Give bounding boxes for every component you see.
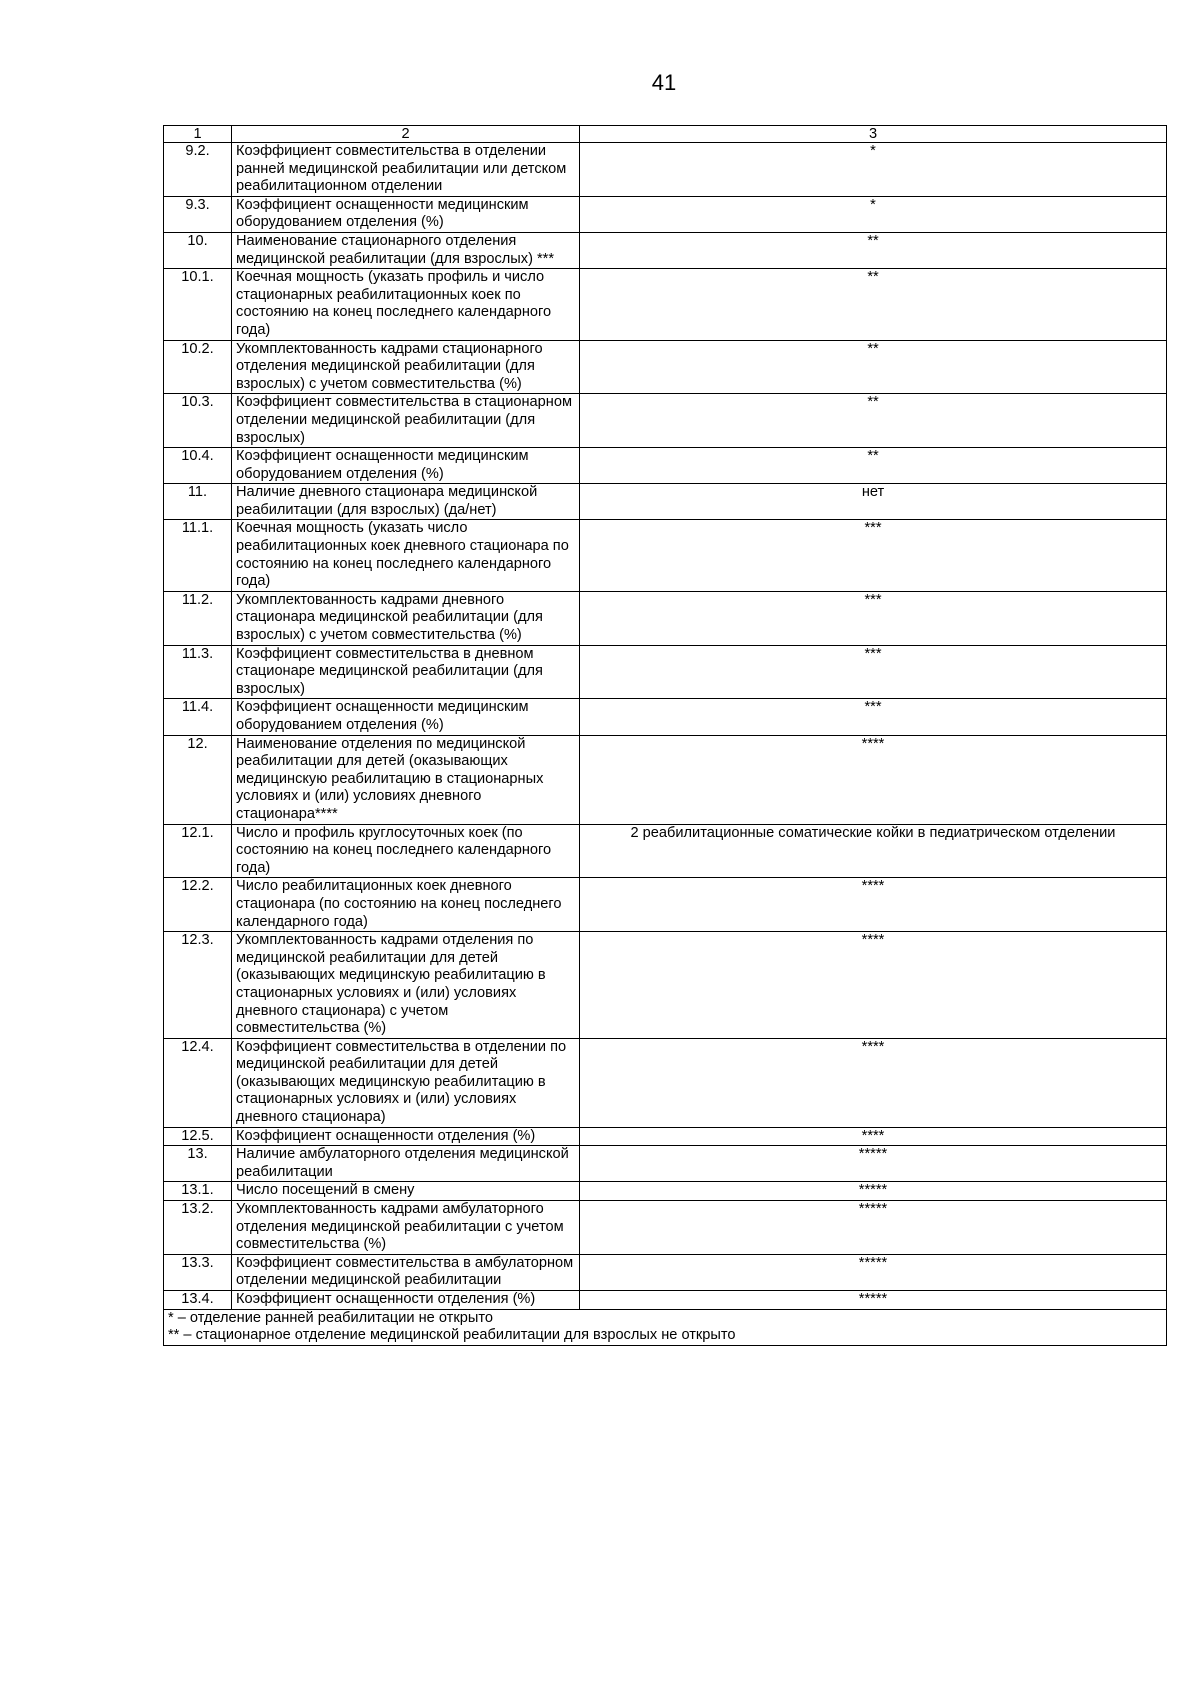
page-number: 41 (651, 70, 677, 95)
row-number: 12.3. (164, 932, 232, 1039)
table-row (164, 484, 1167, 520)
table-row (164, 1182, 1167, 1201)
row-number: 11.1. (164, 520, 232, 591)
table-row (164, 143, 1167, 197)
row-indicator: Коэффициент оснащенности медицинским оборудованием отделения (%) (232, 448, 580, 484)
row-number: 10.1. (164, 269, 232, 340)
row-indicator: Коэффициент оснащенности медицинским оборудованием отделения (%) (232, 196, 580, 232)
row-number: 12.4. (164, 1038, 232, 1127)
row-value: ***** (580, 1254, 1167, 1290)
table-row (164, 448, 1167, 484)
row-number: 11.3. (164, 645, 232, 699)
indicators-table (163, 125, 1167, 1346)
row-indicator: Число и профиль круглосуточных коек (по состоянию на конец последнего календарного года) (232, 824, 580, 878)
table-row (164, 645, 1167, 699)
row-number: 13.2. (164, 1201, 232, 1255)
row-number: 10.4. (164, 448, 232, 484)
table-row (164, 1254, 1167, 1290)
row-value: ***** (580, 1201, 1167, 1255)
row-value: * (580, 143, 1167, 197)
table-row (164, 735, 1167, 824)
row-value: **** (580, 735, 1167, 824)
row-number: 13.1. (164, 1182, 232, 1201)
row-indicator: Число посещений в смену (232, 1182, 580, 1201)
row-number: 10.2. (164, 340, 232, 394)
row-value: **** (580, 932, 1167, 1039)
row-value: ** (580, 448, 1167, 484)
footnotes (164, 1309, 1167, 1345)
row-value: **** (580, 1038, 1167, 1127)
table-row (164, 1127, 1167, 1146)
row-value: *** (580, 520, 1167, 591)
row-number: 11. (164, 484, 232, 520)
row-value: ***** (580, 1182, 1167, 1201)
row-value: ** (580, 269, 1167, 340)
row-indicator: Укомплектованность кадрами отделения по медицинской реабилитации для детей (оказывающих медицинскую реабилитацию в стационарных условиях и (или) условиях дневного стационара) с учетом совместительства (%) (232, 932, 580, 1039)
table-row (164, 1201, 1167, 1255)
row-indicator: Укомплектованность кадрами стационарного отделения медицинской реабилитации (для взрослых) с учетом совместительства (%) (232, 340, 580, 394)
row-indicator: Наличие дневного стационара медицинской реабилитации (для взрослых) (да/нет) (232, 484, 580, 520)
header-cell-3: 3 (580, 126, 1167, 143)
row-value: **** (580, 878, 1167, 932)
footnotes-row (164, 1309, 1167, 1345)
row-number: 9.2. (164, 143, 232, 197)
row-number: 10. (164, 232, 232, 268)
row-value: ***** (580, 1291, 1167, 1310)
table-row (164, 932, 1167, 1039)
row-value: **** (580, 1127, 1167, 1146)
row-value: * (580, 196, 1167, 232)
row-indicator: Коэффициент совместительства в амбулаторном отделении медицинской реабилитации (232, 1254, 580, 1290)
row-value: ***** (580, 1146, 1167, 1182)
table-row (164, 340, 1167, 394)
table-row (164, 232, 1167, 268)
table-row (164, 1038, 1167, 1127)
row-indicator: Коэффициент совместительства в отделении ранней медицинской реабилитации или детском реабилитационном отделении (232, 143, 580, 197)
row-number: 12. (164, 735, 232, 824)
row-indicator: Коэффициент оснащенности отделения (%) (232, 1127, 580, 1146)
table-row (164, 394, 1167, 448)
row-indicator: Коэффициент оснащенности отделения (%) (232, 1291, 580, 1310)
row-number: 12.5. (164, 1127, 232, 1146)
row-number: 13.4. (164, 1291, 232, 1310)
footnote: ** – стационарное отделение медицинской реабилитации для взрослых не открыто (168, 1327, 736, 1344)
row-indicator: Наименование отделения по медицинской реабилитации для детей (оказывающих медицинскую реабилитацию в стационарных условиях и (или) условиях дневного стационара**** (232, 735, 580, 824)
footnote: * – отделение ранней реабилитации не открыто (168, 1309, 493, 1326)
row-value: нет (580, 484, 1167, 520)
table-row (164, 520, 1167, 591)
table-row (164, 824, 1167, 878)
row-indicator: Коечная мощность (указать число реабилитационных коек дневного стационара по состоянию на конец последнего календарного года) (232, 520, 580, 591)
row-indicator: Коэффициент совместительства в дневном стационаре медицинской реабилитации (для взрослых) (232, 645, 580, 699)
row-number: 9.3. (164, 196, 232, 232)
table-row (164, 1146, 1167, 1182)
row-number: 13.3. (164, 1254, 232, 1290)
row-number: 10.3. (164, 394, 232, 448)
row-number: 12.1. (164, 824, 232, 878)
row-value: *** (580, 645, 1167, 699)
row-value: *** (580, 699, 1167, 735)
row-number: 13. (164, 1146, 232, 1182)
row-indicator: Коечная мощность (указать профиль и число стационарных реабилитационных коек по состоянию на конец последнего календарного года) (232, 269, 580, 340)
row-indicator: Число реабилитационных коек дневного стационара (по состоянию на конец последнего календарного года) (232, 878, 580, 932)
table-row (164, 196, 1167, 232)
row-indicator: Наличие амбулаторного отделения медицинской реабилитации (232, 1146, 580, 1182)
row-indicator: Коэффициент совместительства в стационарном отделении медицинской реабилитации (для взрослых) (232, 394, 580, 448)
row-value: ** (580, 232, 1167, 268)
row-indicator: Коэффициент оснащенности медицинским оборудованием отделения (%) (232, 699, 580, 735)
row-number: 12.2. (164, 878, 232, 932)
table-row (164, 1291, 1167, 1310)
row-indicator: Укомплектованность кадрами амбулаторного отделения медицинской реабилитации с учетом совместительства (%) (232, 1201, 580, 1255)
row-value: *** (580, 591, 1167, 645)
row-value: ** (580, 394, 1167, 448)
table-row (164, 699, 1167, 735)
row-value: ** (580, 340, 1167, 394)
header-cell-2: 2 (232, 126, 580, 143)
row-indicator: Коэффициент совместительства в отделении по медицинской реабилитации для детей (оказывающих медицинскую реабилитацию в стационарных условиях и (или) условиях дневного стационара) (232, 1038, 580, 1127)
row-indicator: Наименование стационарного отделения медицинской реабилитации (для взрослых) *** (232, 232, 580, 268)
header-cell-1: 1 (164, 126, 232, 143)
row-number: 11.4. (164, 699, 232, 735)
table-row (164, 269, 1167, 340)
table-row (164, 591, 1167, 645)
row-indicator: Укомплектованность кадрами дневного стационара медицинской реабилитации (для взрослых) с учетом совместительства (%) (232, 591, 580, 645)
table-header-row (164, 126, 1167, 143)
row-value: 2 реабилитационные соматические койки в педиатрическом отделении (580, 824, 1167, 878)
table-row (164, 878, 1167, 932)
row-number: 11.2. (164, 591, 232, 645)
